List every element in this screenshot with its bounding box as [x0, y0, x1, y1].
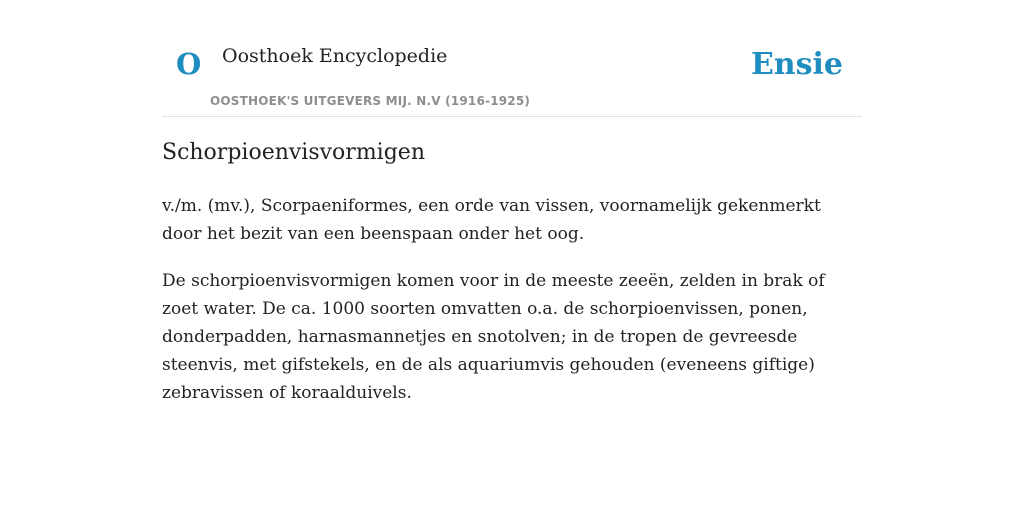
entry-description-paragraph: De schorpioenvisvormigen komen voor in de meeste zeeën, zelden in brak of zoet water. De ca. 1000 soorten omvatten o.a. de schorpioenvissen, ponen, donderpadden, harnasmannetjes en snotolven; in de tropen de gevreesde steenvis, met gifstekels, en de als aquariumvis gehouden (eveneens giftige) zebravissen of koraalduivels.: [162, 271, 825, 403]
publisher-label: OOSTHOEK'S UITGEVERS MIJ. N.V (1916-1925): [210, 94, 531, 108]
encyclopedia-logo-icon[interactable]: O: [176, 47, 202, 81]
encyclopedia-name-link[interactable]: Oosthoek Encyclopedie: [222, 45, 448, 67]
entry-title: Schorpioenvisvormigen: [162, 140, 425, 165]
ensie-brand-logo[interactable]: Ensie: [750, 47, 843, 82]
entry-definition-paragraph: v./m. (mv.), Scorpaeniformes, een orde van vissen, voornamelijk gekenmerkt door het bezit van een beenspaan onder het oog.: [162, 196, 821, 244]
page-container: [162, 0, 862, 403]
header: [162, 0, 862, 117]
